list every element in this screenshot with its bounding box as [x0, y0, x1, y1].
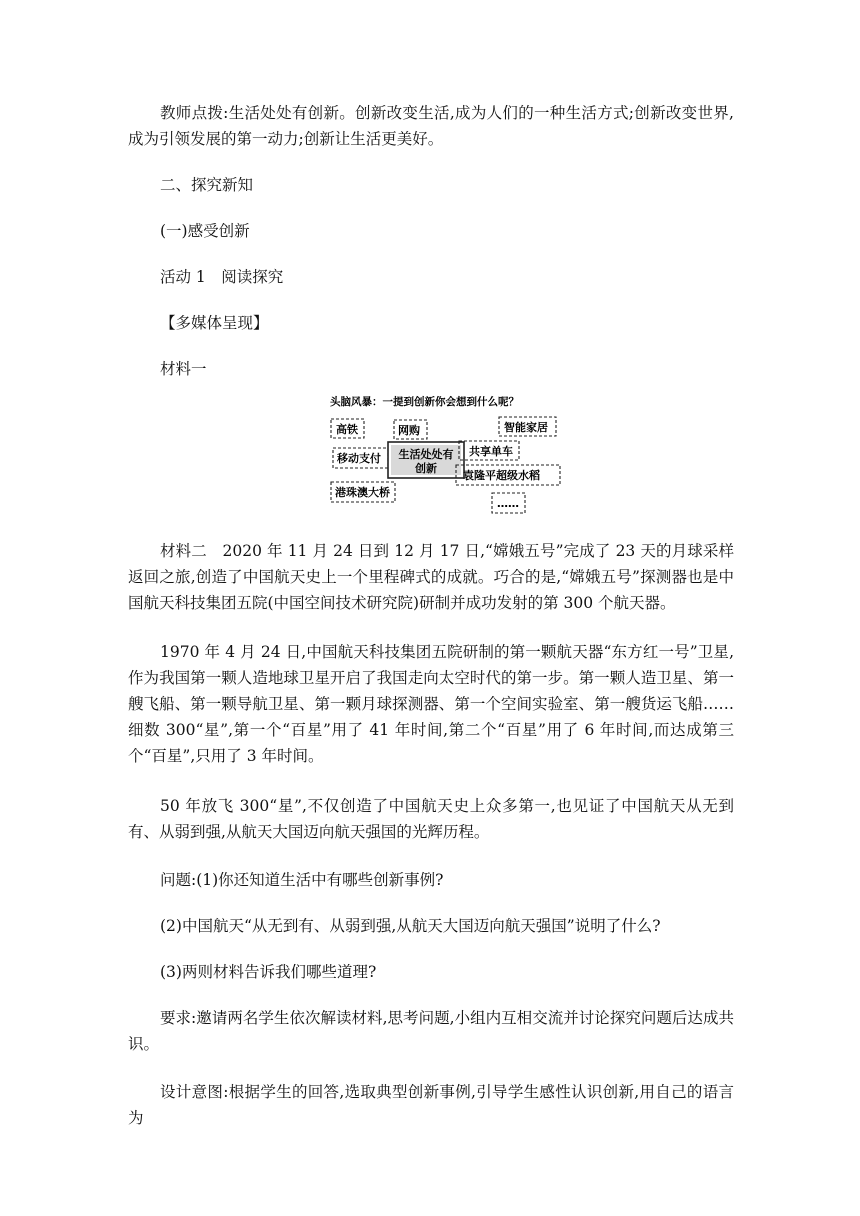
- teacher-tip-paragraph: 教师点拨:生活处处有创新。创新改变生活,成为人们的一种生活方式;创新改变世界,成为引领发展的第一动力;创新让生活更美好。: [128, 104, 734, 148]
- question-1: 问题:(1)你还知道生活中有哪些创新事例?: [160, 871, 444, 889]
- brainstorm-diagram: [328, 390, 564, 520]
- material-one-label: 材料一: [160, 360, 207, 378]
- item-wanggou: 网购: [398, 424, 420, 437]
- center-line-2: 创新: [415, 462, 437, 475]
- section-heading-explore: 二、探究新知: [160, 176, 254, 194]
- item-gongxiang: 共享单车: [469, 445, 513, 458]
- center-line-1: 生活处处有: [398, 448, 454, 461]
- question-3: (3)两则材料告诉我们哪些道理?: [160, 963, 377, 981]
- item-zhineng: 智能家居: [504, 421, 548, 434]
- question-2: (2)中国航天“从无到有、从弱到强,从航天大国迈向航天强国”说明了什么?: [160, 917, 661, 935]
- item-gaotie: 高铁: [336, 423, 358, 436]
- subsection-heading-feel-innovation: (一)感受创新: [160, 222, 250, 240]
- requirement-paragraph: 要求:邀请两名学生依次解读材料,思考问题,小组内互相交流并讨论探究问题后达成共识。: [128, 1009, 734, 1053]
- material-two-paragraph: 材料二 2020 年 11 月 24 日到 12 月 17 日,“嫦娥五号”完成了 23 天的月球采样返回之旅,创造了中国航天史上一个里程碑式的成就。巧合的是,“嫦娥五号”探测器也是中国航天科技集团五院(中国空间技术研究院)研制并成功发射的第 300 个航天器。: [128, 542, 734, 612]
- item-yuanlongping: 袁隆平超级水稻: [463, 469, 540, 482]
- brainstorm-figure: [328, 390, 564, 520]
- multimedia-label: 【多媒体呈现】: [160, 314, 269, 332]
- dongfanghong-paragraph: 1970 年 4 月 24 日,中国航天科技集团五院研制的第一颗航天器“东方红一号”卫星,作为我国第一颗人造地球卫星开启了我国走向太空时代的第一步。第一颗人造卫星、第一艘飞船、第一颗导航卫星、第一颗月球探测器、第一个空间实验室、第一艘货运飞船……细数 300“星”,第一个“百星”用了 41 年时间,第二个“百星”用了 6 年时间,而达成第三个“百星”,只用了 3 年时间。: [128, 643, 734, 765]
- item-yidong: 移动支付: [337, 452, 381, 465]
- fifty-years-paragraph: 50 年放飞 300“星”,不仅创造了中国航天史上众多第一,也见证了中国航天从无到有、从弱到强,从航天大国迈向航天强国的光辉历程。: [128, 797, 734, 841]
- activity-heading: 活动 1 阅读探究: [160, 268, 284, 286]
- figure-title: 头脑风暴：一提到创新你会想到什么呢？: [330, 396, 519, 408]
- item-more: ……: [497, 497, 519, 510]
- item-gangzhuao: 港珠澳大桥: [335, 486, 390, 499]
- design-intent-paragraph: 设计意图:根据学生的回答,选取典型创新事例,引导学生感性认识创新,用自己的语言为: [128, 1083, 734, 1127]
